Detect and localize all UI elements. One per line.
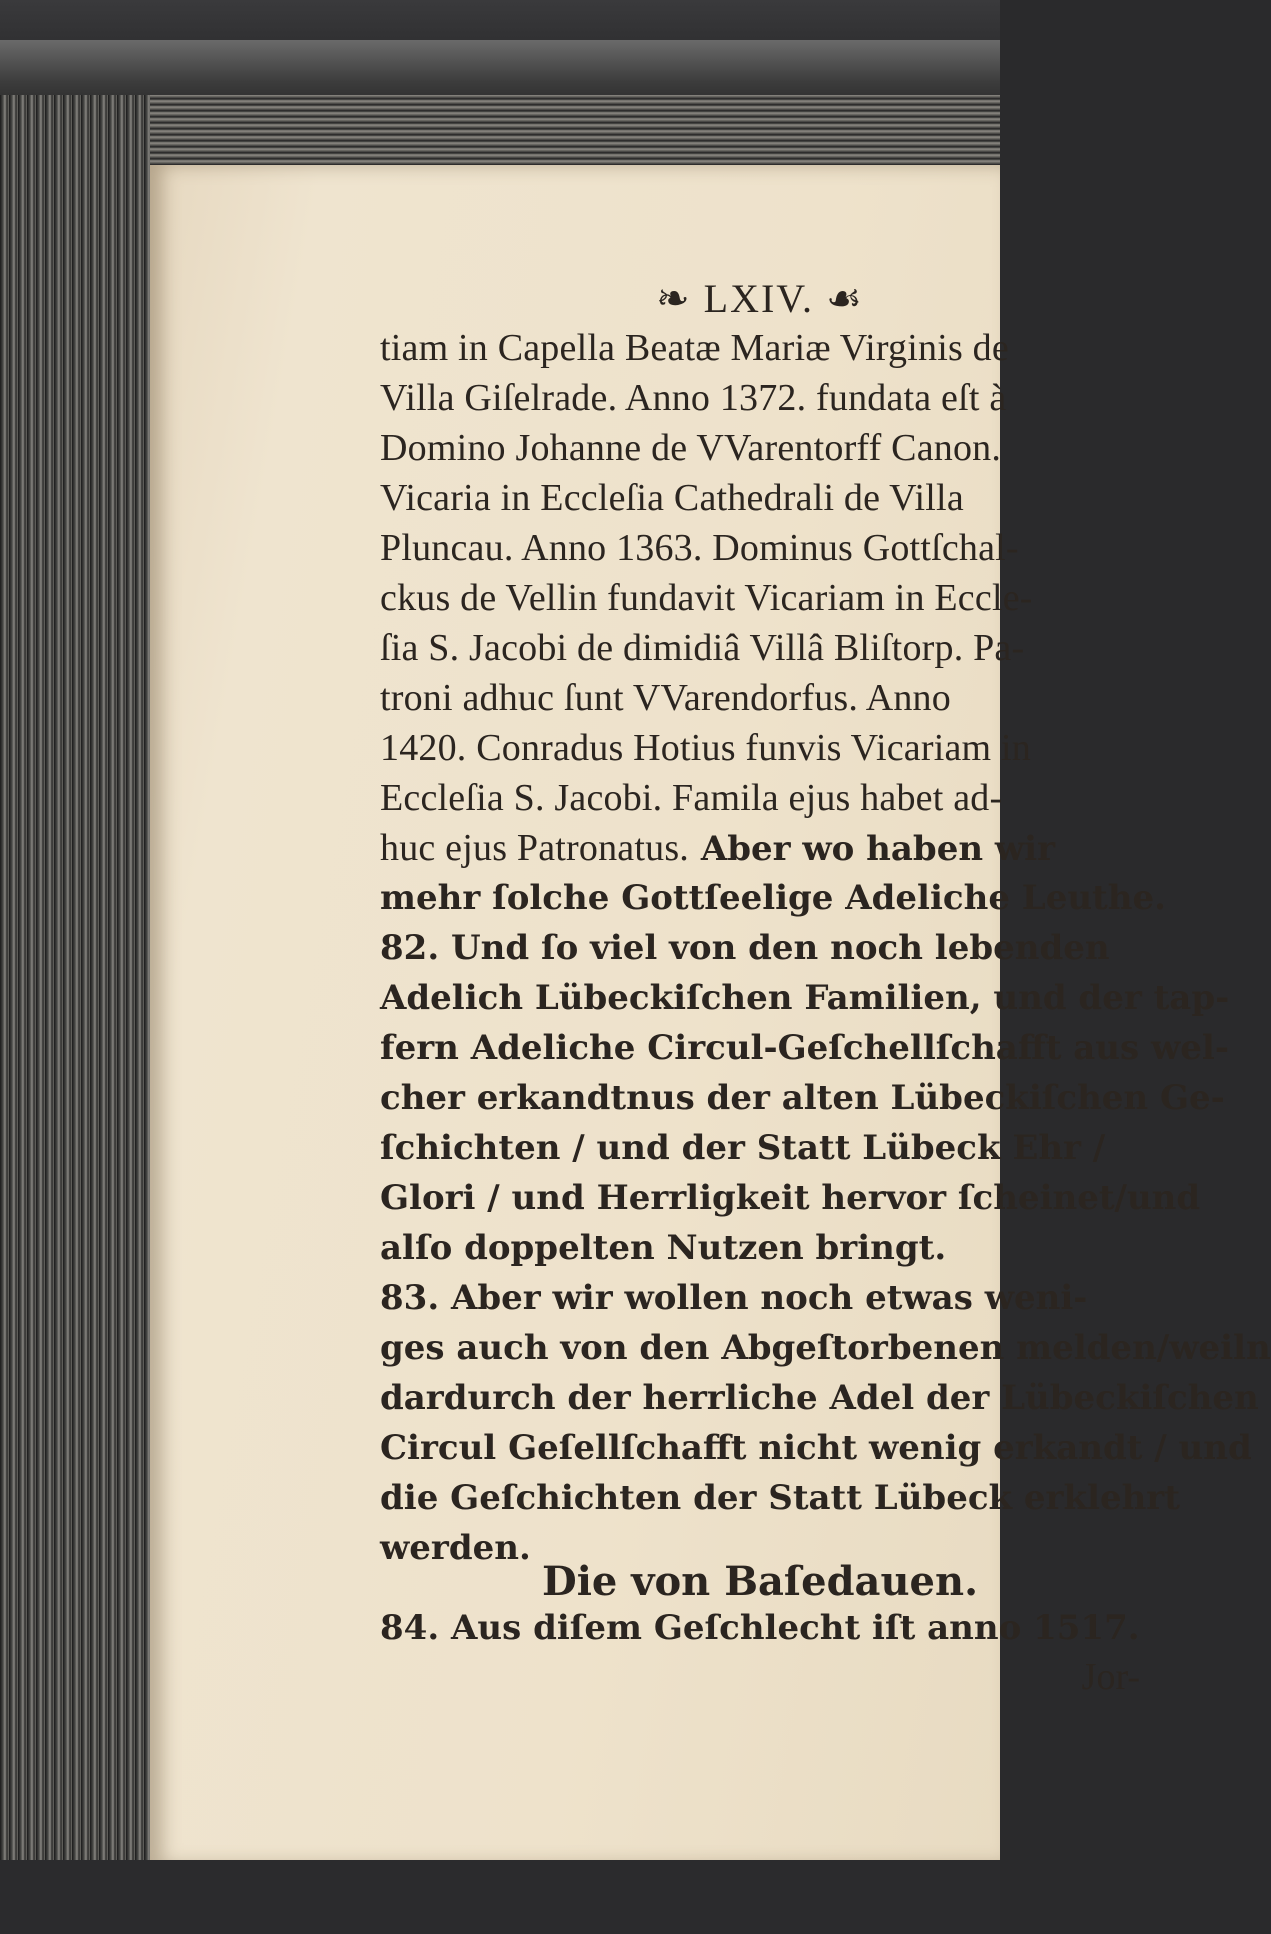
line-text: troni adhuc ſunt VVarendorfus. Anno: [380, 677, 951, 719]
text-line: [380, 925, 1140, 971]
catchword: Jor-: [1081, 1656, 1140, 1698]
text-line: [380, 725, 1140, 771]
text-line: [380, 1225, 1140, 1271]
text-line: [380, 675, 1140, 721]
line-text: alſo doppelten Nutzen bringt.: [380, 1228, 947, 1268]
line-text: Domino Johanne de VVarentorff Canon.: [380, 427, 1002, 469]
line-text: 83. Aber wir wollen noch etwas weni-: [380, 1278, 1088, 1318]
text-line: [380, 1125, 1140, 1171]
page-stack-edge: [0, 95, 150, 1865]
line-text: Pluncau. Anno 1363. Dominus Gottſchal-: [380, 527, 1019, 569]
text-line: [380, 825, 1140, 872]
text-line: [380, 1175, 1201, 1221]
text-line: [380, 1325, 1271, 1371]
section-heading: Die von Baſedauen.: [542, 1558, 978, 1605]
header-ornament-left: ❧: [656, 276, 704, 321]
line-text: 1420. Conradus Hotius funvis Vicariam in: [380, 727, 1031, 769]
line-text: dardurch der herrliche Adel der Lübeckiſchen: [380, 1378, 1259, 1418]
line-text: tiam in Capella Beatæ Mariæ Virginis de: [380, 327, 1009, 369]
page-stack-top: [0, 95, 1000, 165]
text-line: [380, 1475, 1180, 1521]
text-line: [380, 875, 1166, 921]
line-text: ſchichten / und der Statt Lübeck Ehr /: [380, 1128, 1106, 1168]
line-text: huc ejus Patronatus.: [380, 827, 690, 869]
line-text-fraktur: Aber wo haben wir: [689, 829, 1055, 869]
text-line: [380, 625, 1140, 671]
line-text: Circul Geſellſchafft nicht wenig erkandt / und: [380, 1428, 1252, 1468]
line-text: fern Adeliche Circul-Geſchellſchafft aus wel-: [380, 1028, 1229, 1068]
line-text: ſia S. Jacobi de dimidiâ Villâ Bliſtorp. Pa-: [380, 627, 1025, 669]
book-page: [150, 165, 1271, 1865]
text-line: [380, 775, 1140, 821]
text-line: [380, 525, 1140, 571]
text-line: [380, 1075, 1225, 1121]
text-line: [380, 475, 1140, 521]
line-text: Adelich Lübeckiſchen Familien, und der tap-: [380, 978, 1230, 1018]
text-line: [380, 1425, 1252, 1471]
text-line: [380, 1375, 1259, 1421]
header-ornament-right: ☙: [814, 276, 864, 321]
line-text: Villa Giſelrade. Anno 1372. fundata eſt à: [380, 377, 1007, 419]
line-text: die Geſchichten der Statt Lübeck erklehrt: [380, 1478, 1180, 1518]
text-line: [380, 325, 1140, 371]
text-line: [380, 1275, 1140, 1321]
line-text: cher erkandtnus der alten Lübeckiſchen Ge-: [380, 1078, 1225, 1118]
line-text: werden.: [380, 1528, 531, 1568]
text-line: [380, 375, 1140, 421]
line-text: Glori / und Herrligkeit hervor ſcheinet/und: [380, 1178, 1201, 1218]
backdrop-bottom: [0, 1860, 1000, 1934]
line-text: 82. Und ſo viel von den noch lebenden: [380, 928, 1110, 968]
text-line: [380, 1025, 1229, 1071]
line-text: Eccleſia S. Jacobi. Famila ejus habet ad-: [380, 777, 1003, 819]
text-line: [380, 575, 1140, 621]
page-header: [380, 275, 1140, 322]
text-line-last: 84. Aus diſem Geſchlecht iſt anno 1517.: [380, 1608, 1140, 1648]
line-text: ges auch von den Abgeſtorbenen melden/weiln: [380, 1328, 1271, 1368]
text-line: [380, 975, 1230, 1021]
text-line: [380, 425, 1140, 471]
page-number: LXIV.: [703, 276, 815, 321]
line-text: mehr ſolche Gottſeelige Adeliche Leuthe.: [380, 878, 1166, 918]
line-text: Vicaria in Eccleſia Cathedrali de Villa: [380, 477, 964, 519]
line-text: ckus de Vellin fundavit Vicariam in Eccle-: [380, 577, 1033, 619]
